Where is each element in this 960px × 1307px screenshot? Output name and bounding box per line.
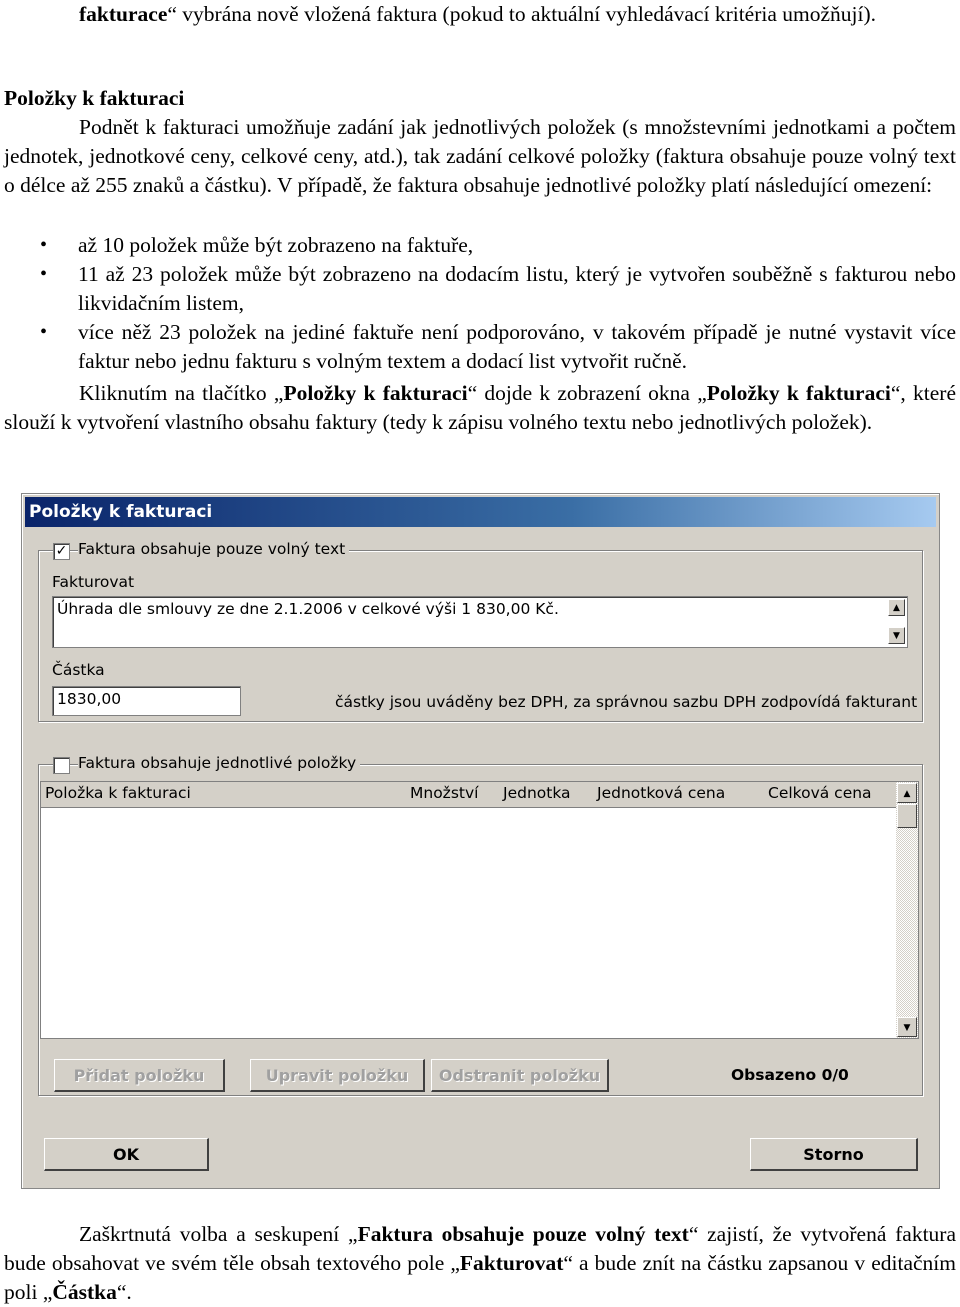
column-header-quantity[interactable]: Množství <box>410 784 479 802</box>
items-checkbox[interactable] <box>53 757 70 774</box>
intro-text: “ vybrána nově vložená faktura (pokud to aktuální vyhledávací kritéria umožňují). <box>167 2 877 26</box>
intro-bold: fakturace <box>79 2 168 26</box>
p2-text: “, které slouží k vytvoření vlastního obsahu faktury (tedy k zápisu volného textu nebo jednotlivých položek). <box>4 381 956 434</box>
castka-input[interactable]: 1830,00 <box>52 686 241 716</box>
items-checkbox-label: Faktura obsahuje jednotlivé položky <box>78 754 360 772</box>
dialog-title: Položky k fakturaci <box>25 497 936 527</box>
castka-label: Částka <box>52 661 105 679</box>
outro-paragraph <box>4 1220 956 1307</box>
free-text-checkbox[interactable]: ✓ <box>53 543 70 560</box>
fakturovat-textarea[interactable] <box>52 596 908 648</box>
column-header-total-price[interactable]: Celková cena <box>768 784 872 802</box>
outro-bold: Faktura obsahuje pouze volný text <box>357 1222 689 1246</box>
heading-text: Položky k fakturaci <box>4 86 185 110</box>
arrow-down-icon[interactable]: ▼ <box>888 627 905 644</box>
section-paragraph-1 <box>4 113 956 200</box>
section-heading <box>4 84 956 113</box>
outro-text: “. <box>116 1280 132 1304</box>
p2-text: Kliknutím na tlačítko „ <box>79 381 284 405</box>
list-item: • 11 až 23 položek může být zobrazeno na dodacím listu, který je vytvořen souběžně s fakturou nebo likvidačním listem, <box>4 260 956 318</box>
occupied-counter: Obsazeno 0/0 <box>731 1066 849 1084</box>
column-header-item[interactable]: Položka k fakturaci <box>45 784 191 802</box>
cancel-button[interactable]: Storno <box>750 1138 918 1171</box>
items-dialog <box>21 493 940 1189</box>
outro-text: “ a bude znít na částku zapsanou v editačním poli „ <box>4 1251 956 1304</box>
edit-item-button[interactable]: Upravit položku <box>250 1059 425 1092</box>
scroll-down-icon[interactable]: ▼ <box>897 1017 917 1037</box>
paragraph-1-text: Podnět k fakturaci umožňuje zadání jak jednotlivých položek (s množstevními jednotkami a počtem jednotek, jednotkové ceny, celkové ceny, atd.), tak zadání celkové položky (faktura obsahuje pouze volný text o délce až 255 znaků a částku). V případě, že faktura obsahuje jednotlivé položky platí následující omezení: <box>4 115 956 197</box>
list-item: • až 10 položek může být zobrazeno na faktuře, <box>4 231 956 260</box>
column-header-unit[interactable]: Jednotka <box>503 784 571 802</box>
column-header-unit-price[interactable]: Jednotková cena <box>597 784 726 802</box>
scroll-thumb[interactable] <box>897 804 917 828</box>
section-paragraph-2 <box>4 379 956 437</box>
outro-bold: Fakturovat <box>459 1251 564 1275</box>
fakturovat-value: Úhrada dle smlouvy ze dne 2.1.2006 v celkové výši 1 830,00 Kč. <box>57 600 559 618</box>
arrow-up-icon[interactable]: ▲ <box>888 599 905 616</box>
outro-text: “ zajistí, že vytvořená faktura bude obsahovat ve svém těle obsah textového pole „ <box>4 1222 956 1275</box>
items-list[interactable] <box>40 781 919 1039</box>
limits-list <box>4 231 956 376</box>
outro-text: Zaškrtnutá volba a seskupení „ <box>79 1222 358 1246</box>
p2-bold: Položky k fakturaci <box>283 381 468 405</box>
intro-paragraph <box>4 0 956 29</box>
ok-button[interactable]: OK <box>44 1138 209 1171</box>
outro-bold: Částka <box>52 1280 117 1304</box>
castka-note: částky jsou uváděny bez DPH, za správnou sazbu DPH zodpovídá fakturant <box>335 693 918 711</box>
free-text-checkbox-label: Faktura obsahuje pouze volný text <box>78 540 349 558</box>
p2-bold: Položky k fakturaci <box>706 381 891 405</box>
scroll-up-icon[interactable]: ▲ <box>897 783 917 803</box>
list-item: • více něž 23 položek na jediné faktuře není podporováno, v takovém případě je nutné vystavit více faktur nebo jednu fakturu s volným textem a dodací list vytvořit ručně. <box>4 318 956 376</box>
p2-text: “ dojde k zobrazení okna „ <box>467 381 707 405</box>
fakturovat-label: Fakturovat <box>52 573 135 591</box>
add-item-button[interactable]: Přidat položku <box>54 1059 225 1092</box>
remove-item-button[interactable]: Odstranit položku <box>431 1059 609 1092</box>
